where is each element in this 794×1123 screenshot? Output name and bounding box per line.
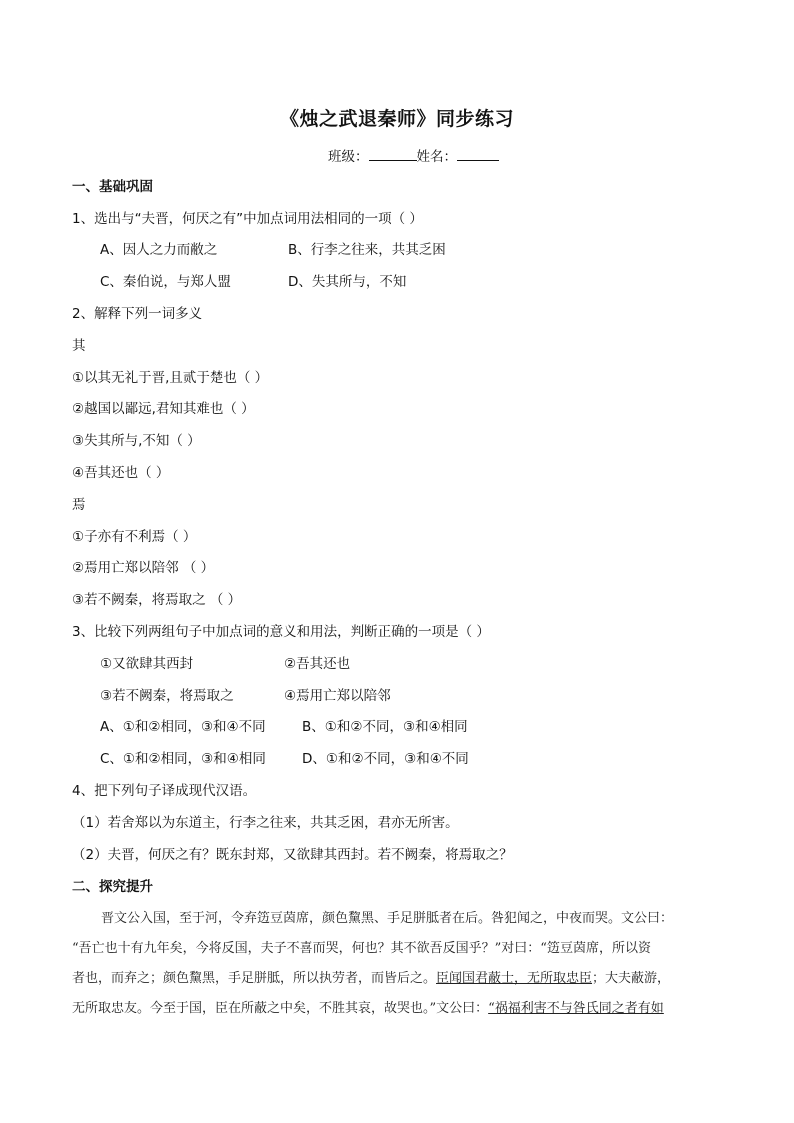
q3-sentence: ③若不阙秦，将焉取之 — [100, 688, 234, 704]
q2-qi-item: ①以其无礼于晋,且贰于楚也（ ） — [72, 370, 269, 386]
q2-yan-item: ①子亦有不利焉（ ） — [72, 529, 197, 545]
page-title: 《烛之武退秦师》同步练习 — [279, 108, 514, 130]
class-blank — [369, 146, 417, 161]
name-blank — [457, 146, 499, 161]
name-label: 姓名： — [416, 149, 457, 165]
q2-word-yan: 焉 — [72, 497, 86, 513]
q3-option-c: C、①和②相同，③和④相同 — [100, 751, 266, 767]
passage-line: 晋文公入国，至于河，令弃笾豆茵席，颜色黧黑、手足胼胝者在后。咎犯闻之，中夜而哭。文公曰： — [101, 911, 674, 926]
passage-text: 无所取忠友。今至于国，臣在所蔽之中矣，不胜其哀，故哭也。”文公曰： — [72, 1001, 489, 1016]
passage-underlined-text: “祸福利害不与咎氏同之者有如 — [488, 1001, 664, 1016]
q1-option-b: B、行李之往来，共其乏困 — [288, 242, 446, 258]
q4-item-2: （2）夫晋，何厌之有？既东封郑，又欲肆其西封。若不阙秦，将焉取之？ — [72, 847, 513, 863]
passage-text: ；大夫蔽游， — [592, 971, 671, 986]
question-3-stem: 3、比较下列两组句子中加点词的意义和用法，判断正确的一项是（ ） — [72, 624, 490, 640]
q2-yan-item: ②焉用亡郑以陪邻 （ ） — [72, 560, 215, 576]
q3-sentence: ②吾其还也 — [284, 656, 351, 672]
q3-option-d: D、①和②不同，③和④不同 — [302, 751, 469, 767]
question-2-stem: 2、解释下列一词多义 — [72, 306, 203, 322]
q2-qi-item: ③失其所与,不知（ ） — [72, 433, 201, 449]
student-info-line — [328, 146, 499, 166]
passage-line — [72, 970, 670, 988]
passage-underlined-text: 臣闻国君蔽士，无所取忠臣 — [436, 971, 593, 986]
question-4-stem: 4、把下列句子译成现代汉语。 — [72, 783, 257, 799]
q3-sentence: ④焉用亡郑以陪邻 — [284, 688, 391, 704]
q3-sentence: ①又欲肆其西封 — [100, 656, 194, 672]
q3-option-a: A、①和②相同，③和④不同 — [100, 719, 266, 735]
passage-line: “吾亡也十有九年矣，今将反国，夫子不喜而哭，何也？其不欲吾反国乎？”对曰：“笾豆茵席，所以资 — [72, 941, 651, 956]
q3-option-b: B、①和②不同，③和④相同 — [302, 719, 468, 735]
section-heading-basic: 一、基础巩固 — [72, 179, 153, 195]
q2-qi-item: ②越国以鄙远,君知其难也（ ） — [72, 401, 255, 417]
q2-yan-item: ③若不阙秦，将焉取之 （ ） — [72, 592, 242, 608]
q1-option-a: A、因人之力而敝之 — [100, 242, 218, 258]
q1-option-d: D、失其所与，不知 — [288, 274, 407, 290]
passage-line — [72, 1000, 664, 1018]
q2-qi-item: ④吾其还也（ ） — [72, 465, 170, 481]
section-heading-explore: 二、探究提升 — [72, 879, 153, 895]
question-1-stem: 1、选出与“夫晋，何厌之有”中加点词用法相同的一项（ ） — [72, 211, 423, 227]
q1-option-c: C、秦伯说，与郑人盟 — [100, 274, 231, 290]
class-label: 班级： — [328, 149, 369, 165]
q4-item-1: （1）若舍郑以为东道主，行李之往来，共其乏困，君亦无所害。 — [72, 815, 459, 831]
passage-text: 者也，而弃之；颜色黧黑，手足胼胝，所以执劳者，而皆后之。 — [72, 971, 437, 986]
q2-word-qi: 其 — [72, 338, 86, 354]
